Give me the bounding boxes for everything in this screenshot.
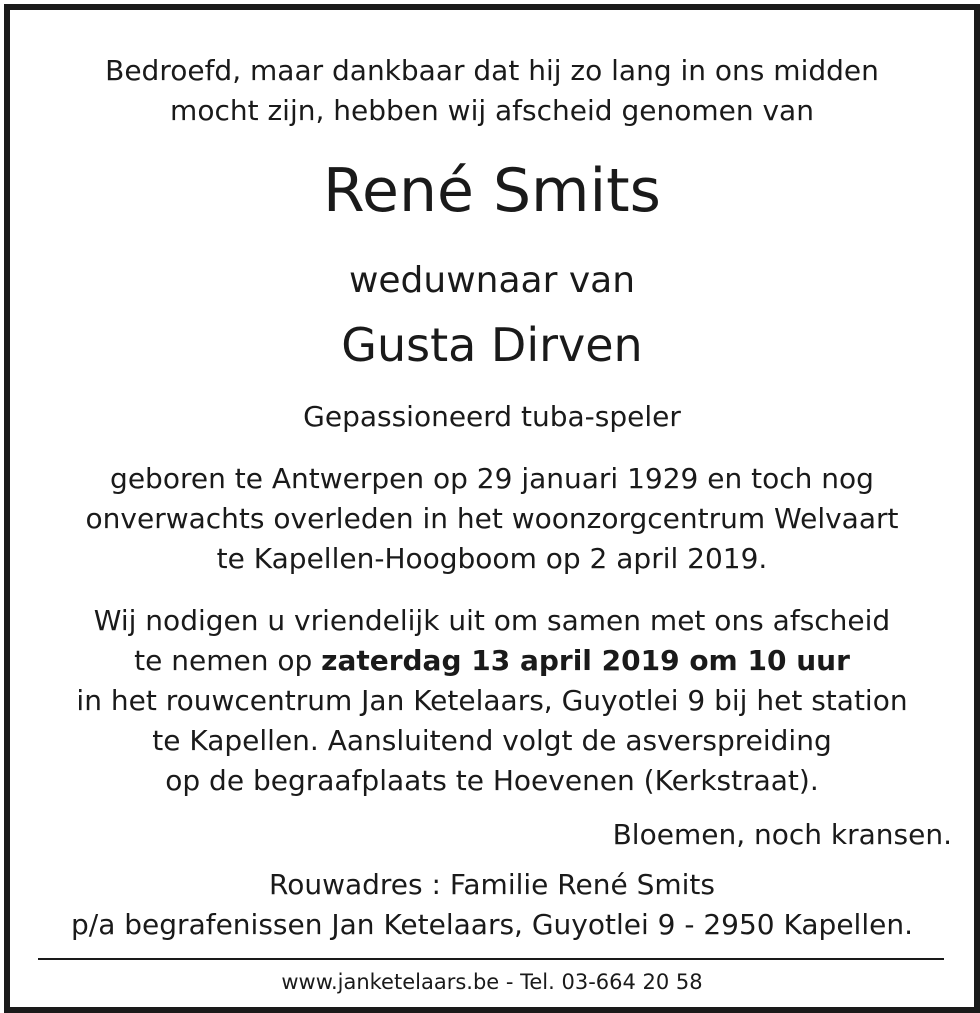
invite-line-4: te Kapellen. Aansluitend volgt de asverspreiding: [152, 724, 832, 757]
ceremony-date: zaterdag 13 april 2019 om 10 uur: [321, 644, 850, 677]
invite-line-5: op de begraafplaats te Hoevenen (Kerkstraat).: [165, 764, 819, 797]
birth-line-3: te Kapellen-Hoogboom op 2 april 2019.: [216, 542, 768, 575]
intro-line-2: mocht zijn, hebben wij afscheid genomen van: [170, 94, 814, 127]
intro-line-1: Bedroefd, maar dankbaar dat hij zo lang in ons midden: [105, 54, 879, 87]
deceased-name: René Smits: [323, 156, 661, 226]
invite-line-2-prefix: te nemen op: [134, 644, 322, 677]
footer-contact: www.janketelaars.be - Tel. 03-664 20 58: [281, 970, 703, 994]
widower-of-label: weduwnaar van: [348, 260, 636, 301]
address-line-1: Rouwadres : Familie René Smits: [269, 868, 715, 901]
invite-line-2: [10, 644, 974, 677]
invite-line-1: Wij nodigen u vriendelijk uit om samen met ons afscheid: [93, 604, 891, 637]
spouse-name: Gusta Dirven: [341, 318, 643, 372]
flowers-note: Bloemen, noch kransen.: [612, 818, 952, 851]
birth-line-2: onverwachts overleden in het woonzorgcentrum Welvaart: [85, 502, 899, 535]
address-line-2: p/a begrafenissen Jan Ketelaars, Guyotlei 9 - 2950 Kapellen.: [71, 908, 913, 941]
invite-line-3: in het rouwcentrum Jan Ketelaars, Guyotlei 9 bij het station: [76, 684, 908, 717]
birth-line-1: geboren te Antwerpen op 29 januari 1929 en toch nog: [110, 462, 874, 495]
divider: [38, 958, 944, 960]
description: Gepassioneerd tuba-speler: [303, 400, 681, 433]
death-notice-frame: [4, 4, 980, 1013]
